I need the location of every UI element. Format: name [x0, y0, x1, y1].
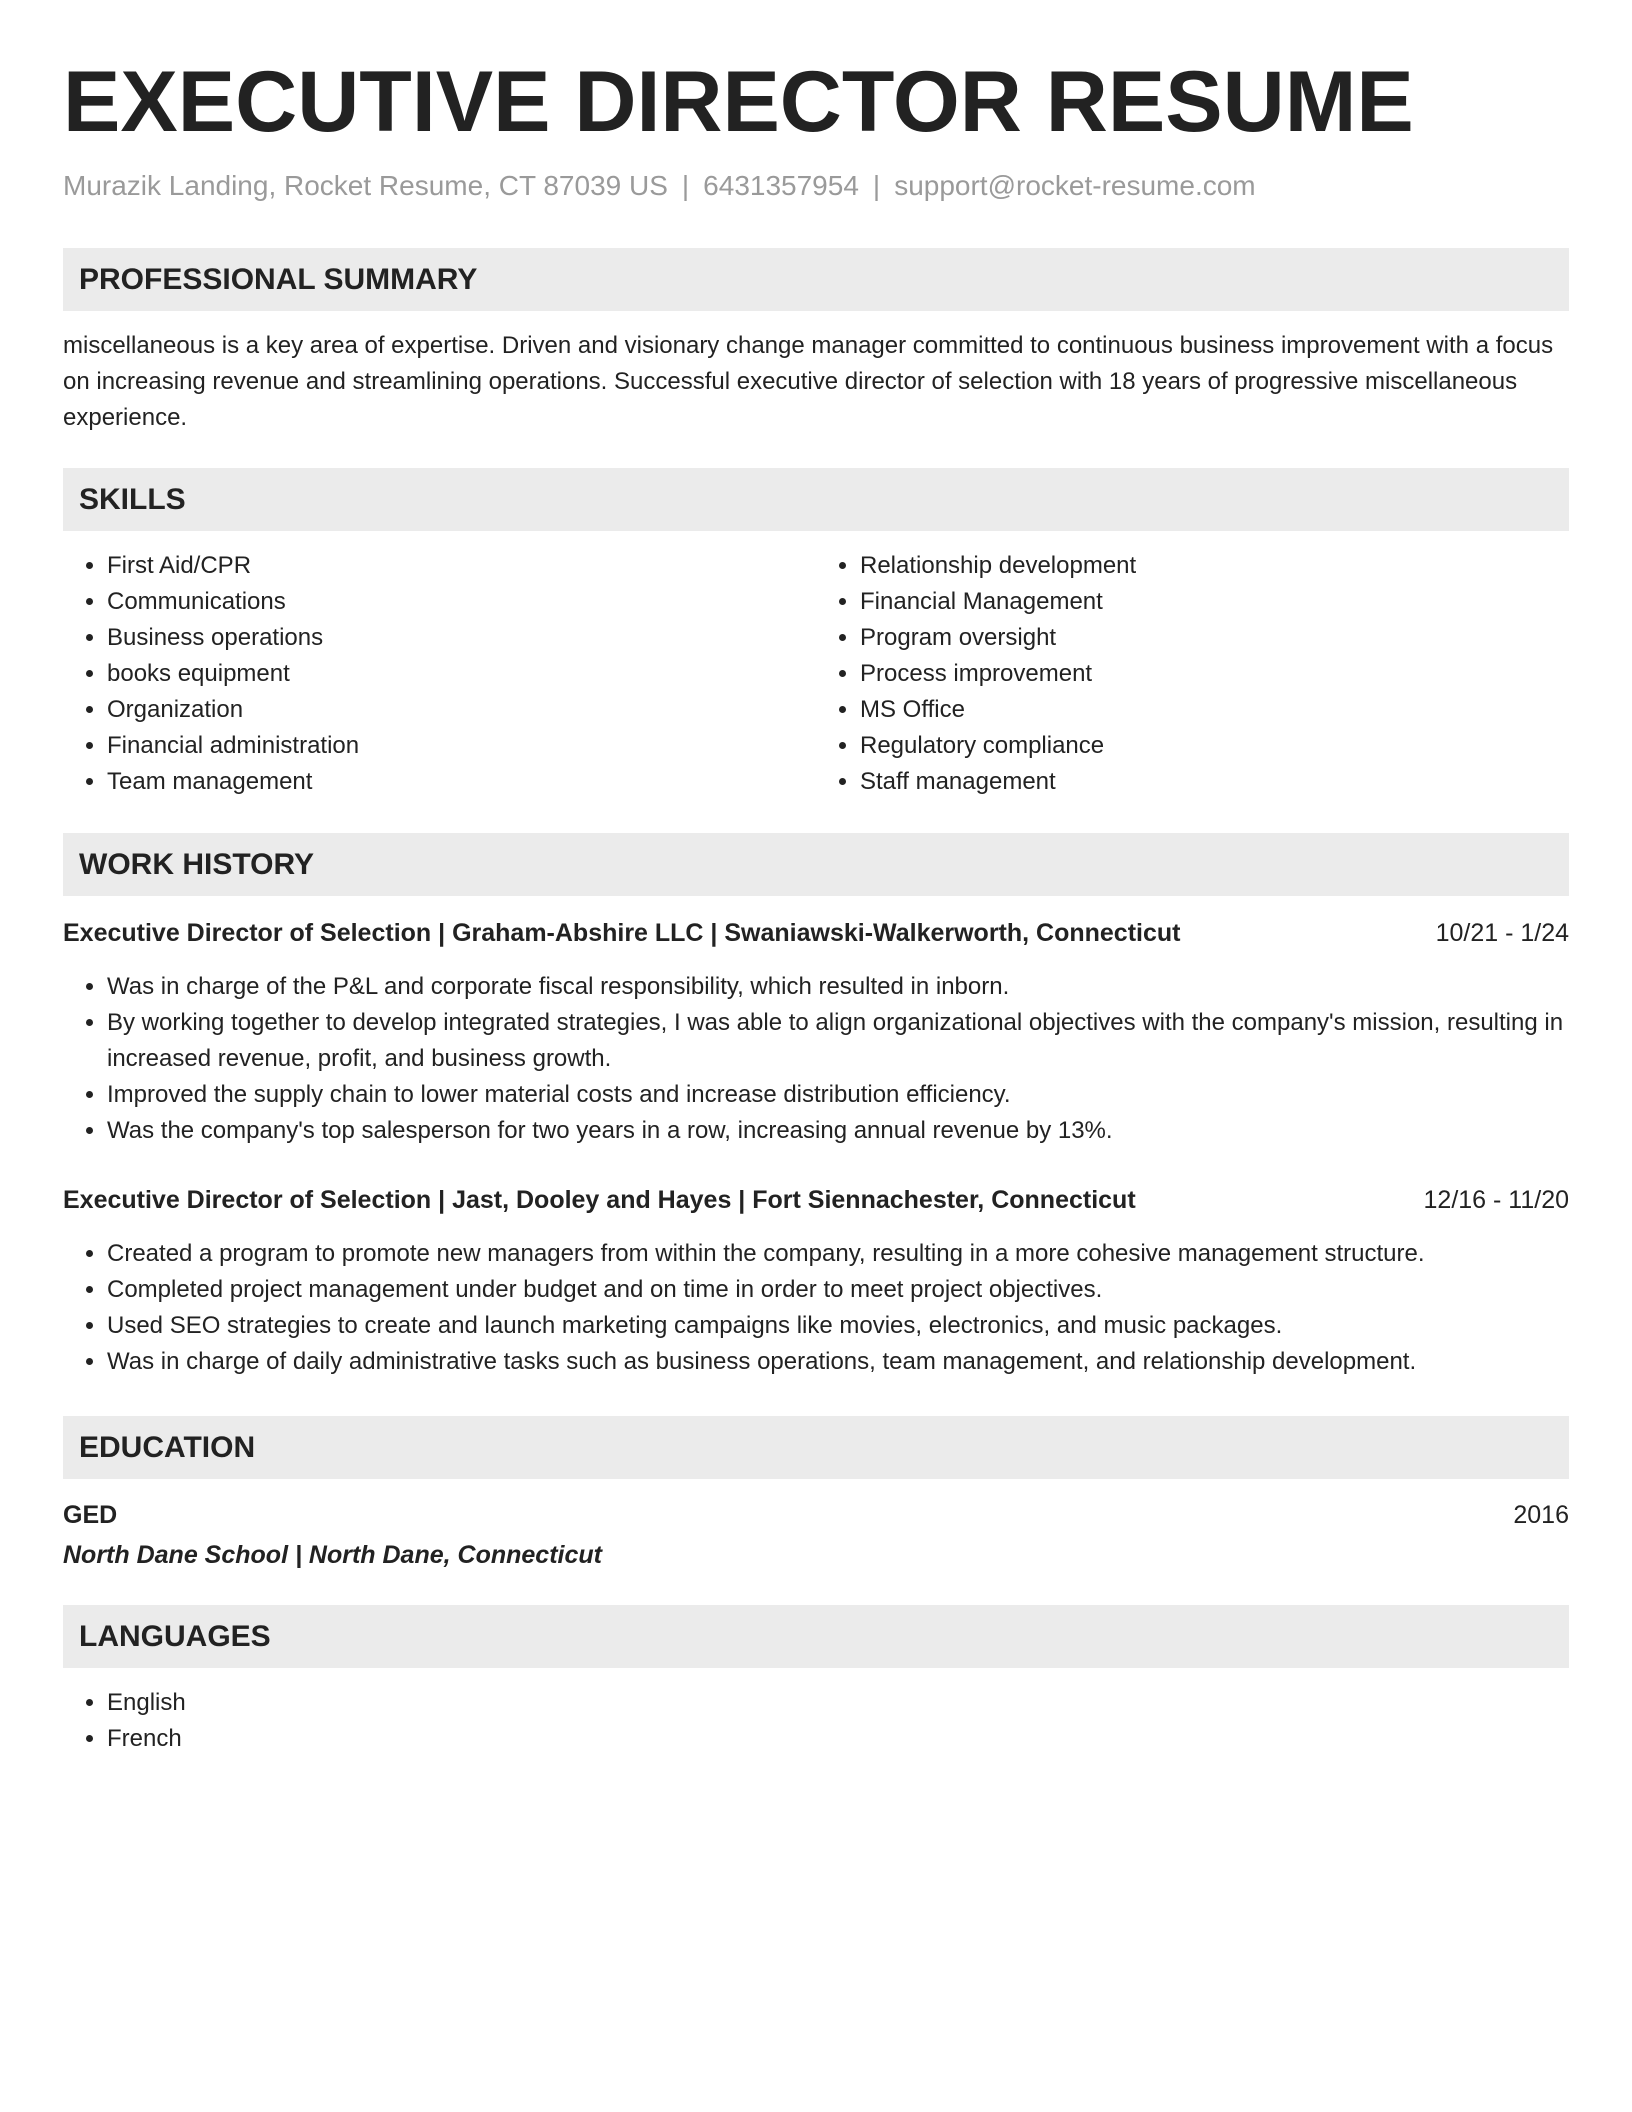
education-entry — [63, 1497, 1569, 1573]
contact-line — [63, 168, 1569, 204]
job-bullet: • Improved the supply chain to lower material costs and increase distribution efficiency. — [107, 1077, 1569, 1113]
job-bullet: • Created a program to promote new managers from within the company, resulting in a more cohesive management structure. — [107, 1236, 1569, 1272]
contact-address: Murazik Landing, Rocket Resume, CT 87039 US — [63, 170, 668, 201]
job-header — [63, 1182, 1569, 1218]
job-dates: 12/16 - 11/20 — [1423, 1186, 1569, 1214]
resume-title: EXECUTIVE DIRECTOR RESUME — [63, 54, 1414, 150]
contact-separator: | — [872, 170, 881, 201]
education-heading: EDUCATION — [63, 1416, 1569, 1479]
skill-item: • Regulatory compliance — [860, 728, 1569, 764]
job-bullet: • Completed project management under budget and on time in order to meet project objectives. — [107, 1272, 1569, 1308]
contact-email: support@rocket-resume.com — [894, 170, 1256, 201]
language-item: • French — [107, 1721, 1569, 1757]
skill-item: • Relationship development — [860, 548, 1569, 584]
skill-item: • Financial administration — [107, 728, 816, 764]
summary-heading: PROFESSIONAL SUMMARY — [63, 248, 1569, 311]
education-school: North Dane School | North Dane, Connecticut — [63, 1541, 602, 1569]
skill-item: • Team management — [107, 764, 816, 800]
languages-heading: LANGUAGES — [63, 1605, 1569, 1668]
job-title: Executive Director of Selection | Jast, Dooley and Hayes | Fort Siennachester, Connecticut — [63, 1186, 1136, 1214]
skill-item: • Communications — [107, 584, 816, 620]
job-bullet: • By working together to develop integrated strategies, I was able to align organizational objectives with the company's mission, resulting in increased revenue, profit, and business growth. — [107, 1005, 1569, 1077]
skill-item: • Financial Management — [860, 584, 1569, 620]
job-bullets — [63, 1236, 1569, 1380]
language-item: • English — [107, 1685, 1569, 1721]
contact-separator: | — [681, 170, 690, 201]
skill-item: • books equipment — [107, 656, 816, 692]
job-bullets — [63, 969, 1569, 1149]
skills-heading: SKILLS — [63, 468, 1569, 531]
contact-phone: 6431357954 — [703, 170, 859, 201]
skill-item: • Process improvement — [860, 656, 1569, 692]
education-degree: GED — [63, 1501, 118, 1529]
job-dates: 10/21 - 1/24 — [1435, 919, 1569, 947]
job-bullet: • Was in charge of daily administrative tasks such as business operations, team management, and relationship development. — [107, 1344, 1569, 1380]
skill-item: • Organization — [107, 692, 816, 728]
skill-item: • Program oversight — [860, 620, 1569, 656]
skill-item: • MS Office — [860, 692, 1569, 728]
skills-list — [63, 548, 1569, 800]
job-title: Executive Director of Selection | Graham-Abshire LLC | Swaniawski-Walkerworth, Connecticut — [63, 919, 1181, 947]
job-entry — [63, 915, 1569, 1149]
education-year: 2016 — [1513, 1501, 1569, 1529]
skills-column-left — [63, 548, 816, 800]
summary-text: miscellaneous is a key area of expertise. Driven and visionary change manager committed to continuous business improvement with a focus on increasing revenue and streamlining operations. Successful executive director of selection with 18 years of progressive miscellaneous experience. — [63, 332, 1554, 431]
work-history-heading: WORK HISTORY — [63, 833, 1569, 896]
job-bullet: • Was in charge of the P&L and corporate fiscal responsibility, which resulted in inborn. — [107, 969, 1569, 1005]
skill-item: • First Aid/CPR — [107, 548, 816, 584]
job-bullet: • Was the company's top salesperson for two years in a row, increasing annual revenue by 13%. — [107, 1113, 1569, 1149]
skill-item: • Business operations — [107, 620, 816, 656]
skill-item: • Staff management — [860, 764, 1569, 800]
languages-list — [63, 1685, 1569, 1757]
job-header — [63, 915, 1569, 951]
job-entry — [63, 1182, 1569, 1380]
education-header — [63, 1497, 1569, 1533]
skills-column-right — [816, 548, 1569, 800]
job-bullet: • Used SEO strategies to create and launch marketing campaigns like movies, electronics, and music packages. — [107, 1308, 1569, 1344]
